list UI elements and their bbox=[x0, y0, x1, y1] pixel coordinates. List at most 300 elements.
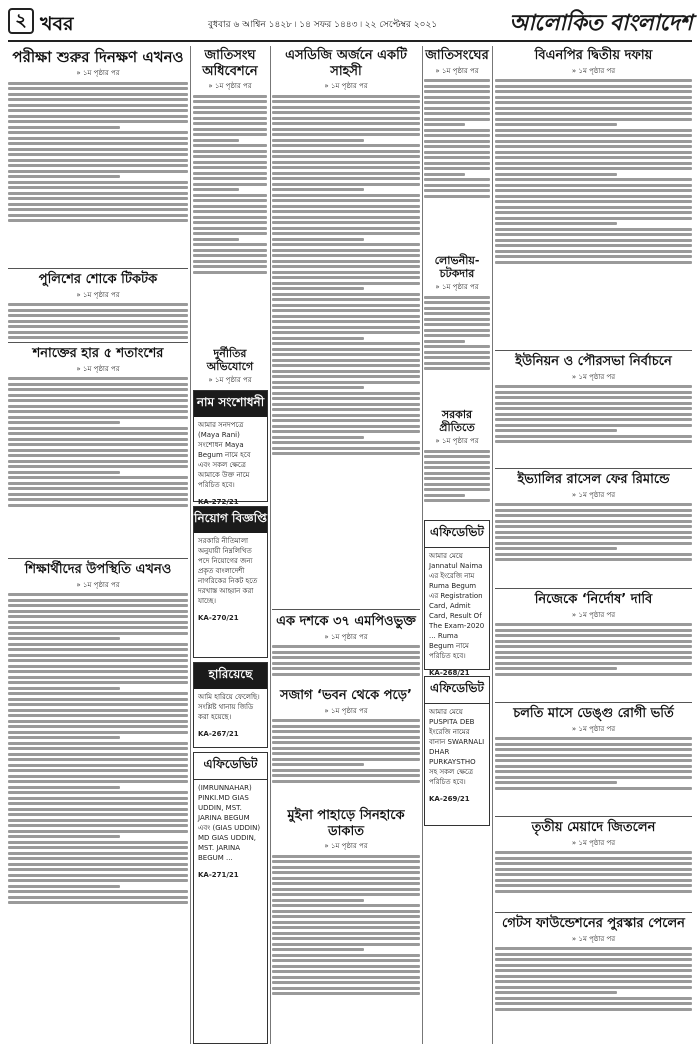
text-line bbox=[272, 414, 420, 417]
text-line bbox=[193, 232, 267, 235]
article-un bbox=[193, 46, 267, 341]
text-line bbox=[424, 79, 490, 82]
text-line bbox=[495, 651, 692, 654]
text-line bbox=[495, 547, 617, 550]
text-line bbox=[8, 846, 188, 849]
text-line bbox=[272, 910, 420, 913]
text-line bbox=[8, 164, 188, 167]
text-line bbox=[193, 133, 267, 136]
text-line bbox=[272, 954, 420, 957]
text-line bbox=[272, 436, 364, 439]
text-line bbox=[495, 140, 692, 143]
text-line bbox=[193, 122, 267, 125]
text-line bbox=[495, 101, 692, 104]
text-line bbox=[495, 640, 692, 643]
article-muina bbox=[272, 806, 420, 1044]
article-mp bbox=[272, 612, 420, 684]
text-line bbox=[495, 958, 692, 961]
headline: পরীক্ষা শুরুর দিনক্ষণ এখনও bbox=[12, 48, 184, 66]
text-line bbox=[272, 893, 420, 896]
text-line bbox=[8, 841, 188, 844]
text-line bbox=[8, 498, 188, 501]
body-text bbox=[8, 593, 188, 904]
text-line bbox=[8, 336, 188, 339]
continued-marker: » ১ম পৃষ্ঠার পর bbox=[435, 437, 479, 446]
text-line bbox=[8, 197, 188, 200]
text-line bbox=[272, 315, 420, 318]
text-line bbox=[495, 407, 692, 410]
text-line bbox=[495, 765, 692, 768]
text-line bbox=[424, 466, 490, 469]
text-line bbox=[272, 780, 420, 783]
body-text bbox=[272, 719, 420, 783]
text-line bbox=[8, 399, 188, 402]
body-text bbox=[495, 623, 692, 676]
text-line bbox=[424, 107, 490, 110]
headline: এসডিজি অর্জনে একটি সাহসী bbox=[285, 48, 407, 79]
text-line bbox=[193, 210, 267, 213]
ad-code: KA-272/21 bbox=[198, 498, 239, 506]
text-line bbox=[193, 238, 239, 241]
text-line bbox=[424, 195, 490, 198]
text-line bbox=[8, 786, 120, 789]
text-line bbox=[8, 449, 188, 452]
text-line bbox=[8, 747, 188, 750]
section-title: খবর bbox=[40, 13, 74, 35]
ad-code: KA-269/21 bbox=[429, 795, 470, 803]
text-line bbox=[8, 643, 188, 646]
text-line bbox=[272, 155, 420, 158]
text-line bbox=[272, 133, 420, 136]
text-line bbox=[424, 477, 490, 480]
text-line bbox=[272, 177, 420, 180]
text-line bbox=[272, 882, 420, 885]
article-dengue bbox=[495, 704, 692, 814]
text-line bbox=[424, 112, 490, 115]
text-line bbox=[495, 536, 692, 539]
text-line bbox=[193, 177, 267, 180]
text-line bbox=[272, 337, 364, 340]
headline: ইউনিয়ন ও পৌরসভা নির্বাচনে bbox=[515, 354, 672, 369]
text-line bbox=[8, 219, 188, 222]
text-line bbox=[495, 85, 692, 88]
text-line bbox=[424, 312, 490, 315]
text-line bbox=[495, 509, 692, 512]
text-line bbox=[8, 632, 188, 635]
text-line bbox=[272, 370, 420, 373]
text-line bbox=[8, 835, 120, 838]
text-line bbox=[495, 429, 617, 432]
text-line bbox=[272, 205, 420, 208]
text-line bbox=[495, 123, 617, 126]
text-line bbox=[495, 402, 692, 405]
text-line bbox=[193, 249, 267, 252]
continued-marker: » ১ম পৃষ্ঠার পর bbox=[76, 364, 120, 373]
continued-marker: » ১ম পৃষ্ঠার পর bbox=[435, 66, 479, 75]
headline: শনাক্তের হার ৫ শতাংশের bbox=[32, 346, 164, 361]
text-line bbox=[8, 186, 188, 189]
text-line bbox=[424, 367, 490, 370]
headline: ইভ্যালির রাসেল ফের রিমান্ডে bbox=[517, 472, 670, 487]
text-line bbox=[8, 443, 188, 446]
text-line bbox=[424, 90, 490, 93]
text-line bbox=[272, 403, 420, 406]
text-line bbox=[495, 184, 692, 187]
text-line bbox=[8, 137, 188, 140]
text-line bbox=[272, 888, 420, 891]
text-line bbox=[193, 106, 267, 109]
text-line bbox=[424, 301, 490, 304]
headline: গেটস ফাউন্ডেশনের পুরস্কার পেলেন bbox=[502, 916, 685, 931]
text-line bbox=[272, 254, 420, 257]
page-number: ২ bbox=[8, 8, 34, 34]
text-line bbox=[8, 626, 188, 629]
text-line bbox=[8, 432, 188, 435]
text-line bbox=[8, 181, 188, 184]
text-line bbox=[424, 145, 490, 148]
body-text bbox=[495, 79, 692, 264]
column-divider bbox=[270, 46, 271, 1044]
section-divider bbox=[495, 350, 692, 351]
text-line bbox=[272, 943, 420, 946]
text-line bbox=[424, 318, 490, 321]
text-line bbox=[272, 419, 420, 422]
text-line bbox=[272, 183, 420, 186]
text-line bbox=[272, 860, 420, 863]
text-line bbox=[495, 107, 692, 110]
text-line bbox=[495, 656, 692, 659]
text-line bbox=[495, 520, 692, 523]
column-divider bbox=[492, 46, 493, 1044]
text-line bbox=[8, 615, 188, 618]
text-line bbox=[193, 139, 239, 142]
text-line bbox=[8, 742, 188, 745]
text-line bbox=[272, 150, 420, 153]
text-line bbox=[495, 514, 692, 517]
text-line bbox=[272, 408, 420, 411]
text-line bbox=[272, 667, 420, 670]
text-line bbox=[8, 599, 188, 602]
text-line bbox=[272, 221, 420, 224]
text-line bbox=[495, 969, 692, 972]
section-divider bbox=[495, 816, 692, 817]
ad-title: নাম সংশোধনী bbox=[194, 391, 267, 417]
text-line bbox=[272, 232, 420, 235]
text-line bbox=[193, 188, 239, 191]
text-line bbox=[495, 255, 692, 258]
text-line bbox=[424, 123, 465, 126]
dateline: বুধবার ৬ আশ্বিন ১৪২৮ ৷ ১৪ সফর ১৪৪৩ ৷ ২২ সেপ্টেম্বর ২০২১ bbox=[208, 20, 438, 30]
text-line bbox=[8, 758, 188, 761]
text-line bbox=[495, 151, 692, 154]
section-divider bbox=[8, 558, 188, 559]
text-line bbox=[8, 830, 188, 833]
text-line bbox=[495, 239, 692, 242]
article-innocent bbox=[495, 590, 692, 700]
ad-code: KA-270/21 bbox=[198, 614, 239, 622]
text-line bbox=[8, 665, 188, 668]
body-text bbox=[495, 737, 692, 790]
text-line bbox=[424, 173, 465, 176]
text-line bbox=[8, 303, 188, 306]
text-line bbox=[272, 293, 420, 296]
text-line bbox=[272, 188, 364, 191]
text-line bbox=[8, 692, 188, 695]
article-sorkar bbox=[424, 406, 490, 510]
text-line bbox=[495, 200, 692, 203]
text-line bbox=[495, 525, 692, 528]
text-line bbox=[8, 109, 188, 112]
text-line bbox=[495, 250, 692, 253]
text-line bbox=[424, 189, 490, 192]
text-line bbox=[495, 645, 692, 648]
text-line bbox=[8, 863, 188, 866]
article-sdg bbox=[272, 46, 420, 606]
text-line bbox=[272, 736, 420, 739]
text-line bbox=[272, 172, 420, 175]
ad-body: (IMRUNNAHAR) PINKI.MD GIAS UDDIN, MST. JARINA BEGUM এবং (GIAS UDDIN) MD GIAS UDDIN, MST. JARINA BEGUM ... bbox=[198, 784, 261, 862]
text-line bbox=[424, 167, 490, 170]
ad-title: নিয়োগ বিজ্ঞপ্তি bbox=[194, 507, 267, 533]
text-line bbox=[8, 659, 188, 662]
continued-marker: » ১ম পৃষ্ঠার পর bbox=[324, 842, 368, 851]
text-line bbox=[193, 194, 267, 197]
text-line bbox=[272, 166, 420, 169]
ad-lost bbox=[193, 662, 268, 748]
text-line bbox=[272, 298, 420, 301]
text-line bbox=[424, 329, 490, 332]
text-line bbox=[8, 192, 188, 195]
body-text bbox=[8, 303, 188, 339]
body-text bbox=[495, 385, 692, 443]
text-line bbox=[424, 472, 490, 475]
text-line bbox=[495, 759, 692, 762]
text-line bbox=[8, 621, 188, 624]
text-line bbox=[272, 320, 420, 323]
text-line bbox=[495, 623, 692, 626]
text-line bbox=[272, 287, 364, 290]
text-line bbox=[8, 126, 120, 129]
text-line bbox=[272, 117, 420, 120]
masthead bbox=[8, 4, 692, 42]
continued-marker: » ১ম পৃষ্ঠার পর bbox=[571, 934, 616, 943]
text-line bbox=[495, 980, 692, 983]
text-line bbox=[495, 558, 692, 561]
text-line bbox=[495, 868, 692, 871]
text-line bbox=[8, 769, 188, 772]
text-line bbox=[272, 260, 420, 263]
text-line bbox=[8, 476, 188, 479]
text-line bbox=[8, 896, 188, 899]
text-line bbox=[8, 98, 188, 101]
text-line bbox=[495, 986, 692, 989]
text-line bbox=[8, 637, 120, 640]
text-line bbox=[272, 747, 420, 750]
text-line bbox=[495, 167, 692, 170]
text-line bbox=[272, 904, 420, 907]
text-line bbox=[8, 153, 188, 156]
text-line bbox=[193, 161, 267, 164]
text-line bbox=[424, 356, 490, 359]
headline: জাতিসংঘের bbox=[425, 48, 489, 63]
text-line bbox=[8, 775, 188, 778]
continued-marker: » ১ম পৃষ্ঠার পর bbox=[571, 372, 616, 381]
ad-body: আমার সনদপত্রে (Maya Rani) সংশোধন Maya Begum নামে হবে এবং সকল ক্ষেত্রে আমাকে উক্ত নামে পরিচিত হবে। bbox=[198, 421, 251, 489]
text-line bbox=[193, 271, 267, 274]
text-line bbox=[8, 170, 188, 173]
text-line bbox=[272, 353, 420, 356]
text-line bbox=[8, 813, 188, 816]
column-divider bbox=[422, 46, 423, 1044]
continued-marker: » ১ম পৃষ্ঠার পর bbox=[76, 290, 120, 299]
article-tiktok bbox=[8, 270, 188, 342]
text-line bbox=[8, 780, 188, 783]
text-line bbox=[8, 698, 188, 701]
text-line bbox=[8, 890, 188, 893]
continued-marker: » ১ম পৃষ্ঠার পর bbox=[571, 610, 616, 619]
text-line bbox=[8, 791, 188, 794]
text-line bbox=[8, 104, 188, 107]
text-line bbox=[495, 748, 692, 751]
text-line bbox=[495, 418, 692, 421]
continued-marker: » ১ম পৃষ্ঠার পর bbox=[324, 82, 368, 91]
text-line bbox=[193, 150, 267, 153]
text-line bbox=[8, 214, 188, 217]
text-line bbox=[495, 440, 692, 443]
text-line bbox=[8, 120, 188, 123]
text-line bbox=[8, 731, 188, 734]
text-line bbox=[272, 276, 420, 279]
continued-marker: » ১ম পৃষ্ঠার পর bbox=[76, 580, 120, 589]
continued-marker: » ১ম পৃষ্ঠার পর bbox=[571, 490, 616, 499]
ad-body: আমি হারিয়ে ফেলেছি। সংশ্লিষ্ট থানায় জিডি করা হয়েছে। bbox=[198, 693, 260, 721]
text-line bbox=[8, 460, 188, 463]
text-line bbox=[8, 465, 188, 468]
text-line bbox=[272, 430, 420, 433]
text-line bbox=[495, 228, 692, 231]
article-attendance bbox=[8, 560, 188, 1044]
text-line bbox=[193, 243, 267, 246]
article-evaly bbox=[495, 470, 692, 588]
ad-body: সরকারি নীতিমালা অনুযায়ী নিম্নলিখিত পদে নিয়োগের জন্য প্রকৃত বাংলাদেশী নাগরিকের নিকট হতে দরখাস্ত আহ্বান করা যাচ্ছে। bbox=[198, 537, 258, 605]
continued-marker: » ১ম পৃষ্ঠার পর bbox=[208, 82, 252, 91]
text-line bbox=[8, 797, 188, 800]
text-line bbox=[272, 194, 420, 197]
headline: শিক্ষার্থীদের উপস্থিতি এখনও bbox=[24, 562, 172, 577]
text-line bbox=[495, 879, 692, 882]
text-line bbox=[424, 129, 490, 132]
text-line bbox=[8, 394, 188, 397]
text-line bbox=[8, 93, 188, 96]
text-line bbox=[272, 441, 420, 444]
text-line bbox=[272, 359, 420, 362]
text-line bbox=[8, 438, 188, 441]
text-line bbox=[495, 667, 617, 670]
text-line bbox=[272, 95, 420, 98]
continued-marker: » ১ম পৃষ্ঠার পর bbox=[571, 66, 616, 75]
article-shojagh bbox=[272, 686, 420, 804]
article-third bbox=[495, 818, 692, 912]
text-line bbox=[495, 211, 692, 214]
text-line bbox=[8, 410, 188, 413]
text-line bbox=[495, 189, 692, 192]
section-divider bbox=[272, 609, 420, 610]
newspaper-logo: আলোকিত বাংলাদেশ bbox=[509, 10, 692, 36]
text-line bbox=[495, 112, 692, 115]
text-line bbox=[495, 1008, 692, 1011]
text-line bbox=[8, 82, 188, 85]
text-line bbox=[495, 233, 692, 236]
text-line bbox=[8, 416, 188, 419]
text-line bbox=[495, 629, 692, 632]
text-line bbox=[8, 159, 188, 162]
ad-body: আমার মেয়ে PUSPITA DEB ইংরেজি নামের বানান SWARNALI DHAR PURKAYSTHO সহ সকল ক্ষেত্রে পরিচিত হবে। bbox=[429, 708, 485, 786]
body-text bbox=[193, 95, 267, 274]
text-line bbox=[193, 216, 267, 219]
ad-code: KA-271/21 bbox=[198, 871, 239, 879]
section-divider bbox=[495, 468, 692, 469]
text-line bbox=[8, 610, 188, 613]
text-line bbox=[193, 111, 267, 114]
text-line bbox=[8, 314, 188, 317]
continued-marker: » ১ম পৃষ্ঠার পর bbox=[435, 283, 479, 292]
text-line bbox=[193, 254, 267, 257]
ad-affidavit-2 bbox=[424, 520, 490, 677]
text-line bbox=[8, 331, 188, 334]
headline: সরকার প্রীতিতে bbox=[439, 408, 475, 435]
text-line bbox=[272, 304, 420, 307]
text-line bbox=[272, 238, 364, 241]
text-line bbox=[424, 307, 490, 310]
text-line bbox=[193, 265, 267, 268]
text-line bbox=[272, 970, 420, 973]
body-text bbox=[272, 855, 420, 996]
text-line bbox=[8, 203, 188, 206]
text-line bbox=[272, 921, 420, 924]
continued-marker: » ১ম পৃষ্ঠার পর bbox=[571, 724, 616, 733]
continued-marker: » ১ম পৃষ্ঠার পর bbox=[76, 69, 120, 77]
ad-affidavit-3 bbox=[424, 676, 490, 826]
text-line bbox=[8, 87, 188, 90]
text-line bbox=[8, 687, 120, 690]
text-line bbox=[424, 483, 490, 486]
text-line bbox=[8, 405, 188, 408]
text-line bbox=[8, 819, 188, 822]
text-line bbox=[424, 362, 490, 365]
text-line bbox=[8, 427, 188, 430]
ad-code: KA-268/21 bbox=[429, 669, 470, 677]
text-line bbox=[272, 866, 420, 869]
text-line bbox=[495, 673, 692, 676]
text-line bbox=[495, 90, 692, 93]
text-line bbox=[272, 271, 420, 274]
text-line bbox=[495, 531, 692, 534]
text-line bbox=[495, 385, 692, 388]
text-line bbox=[8, 309, 188, 312]
text-line bbox=[193, 172, 267, 175]
text-line bbox=[193, 100, 267, 103]
text-line bbox=[424, 499, 490, 502]
text-line bbox=[495, 542, 692, 545]
text-line bbox=[272, 348, 420, 351]
text-line bbox=[8, 208, 188, 211]
text-line bbox=[8, 764, 188, 767]
text-line bbox=[272, 386, 364, 389]
text-line bbox=[495, 953, 692, 956]
text-line bbox=[495, 857, 692, 860]
text-line bbox=[495, 737, 692, 740]
text-line bbox=[272, 111, 420, 114]
